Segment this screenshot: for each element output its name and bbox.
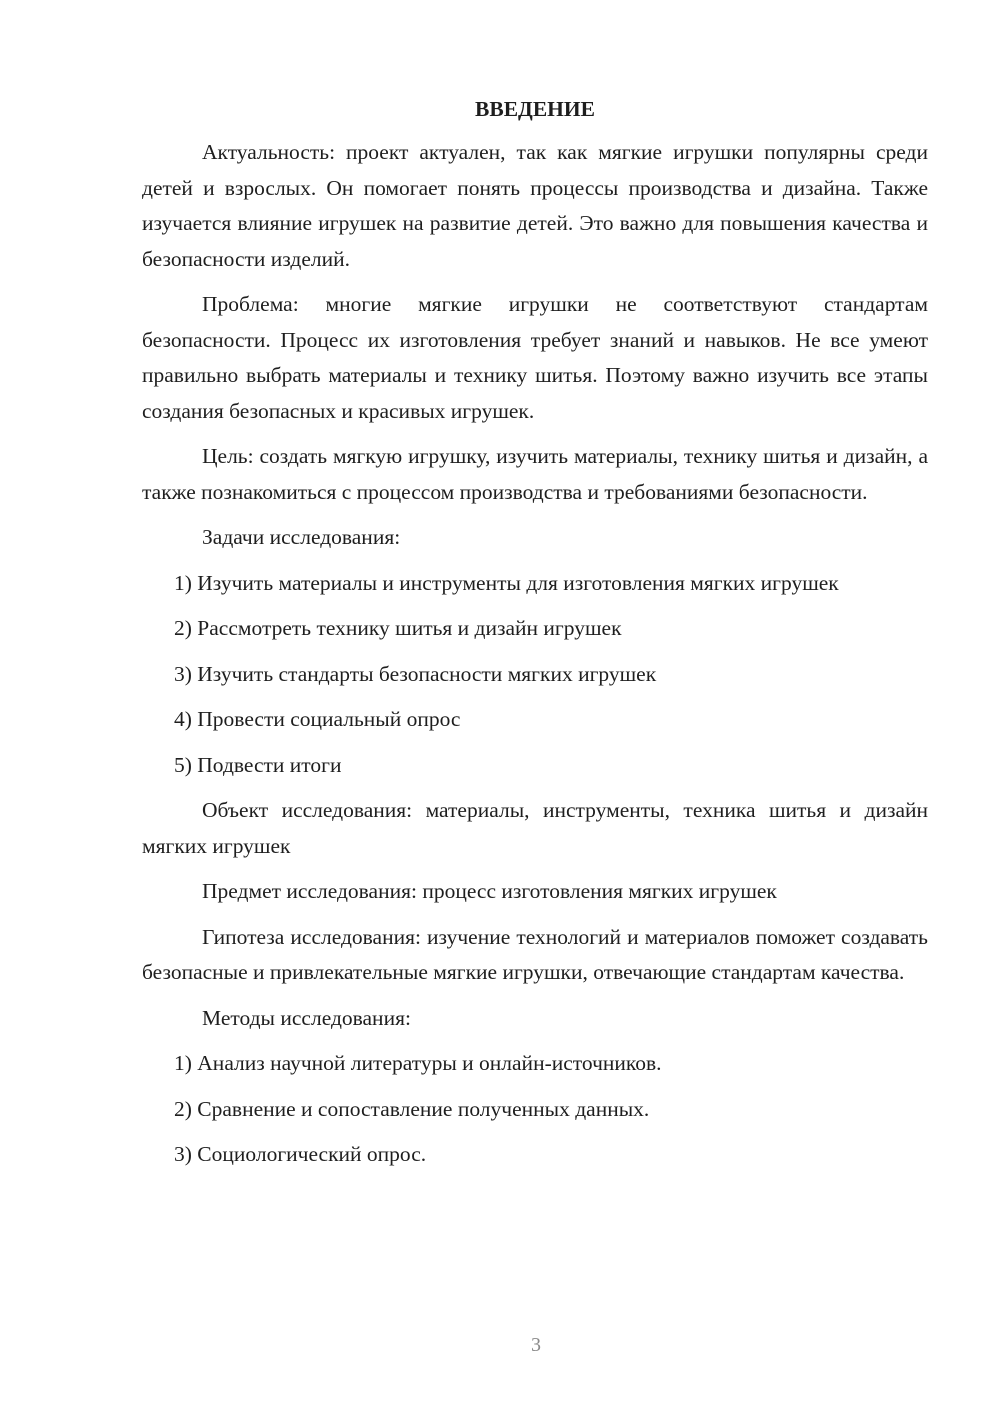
methods-heading: Методы исследования: (202, 1005, 411, 1030)
task-item: 2) Рассмотреть технику шитья и дизайн игрушек (174, 616, 622, 640)
method-item: 3) Социологический опрос. (174, 1142, 427, 1166)
method-item: 1) Анализ научной литературы и онлайн-источников. (174, 1051, 662, 1075)
method-item: 2) Сравнение и сопоставление полученных данных. (174, 1096, 650, 1121)
goal-paragraph: Цель: создать мягкую игрушку, изучить материалы, технику шитья и дизайн, а также познакомиться с процессом производства и требованиями безопасности. (142, 444, 928, 504)
task-item: 5) Подвести итоги (174, 752, 342, 777)
task-item: 3) Изучить стандарты безопасности мягких игрушек (174, 661, 657, 686)
object-paragraph: Объект исследования: материалы, инструменты, техника шитья и дизайн мягких игрушек (142, 798, 928, 858)
relevance-paragraph: Актуальность: проект актуален, так как мягкие игрушки популярны среди детей и взрослых. Он помогает понять процессы производства и дизайна. Также изучается влияние игрушек на развитие детей. Это важно для повышения качества и безопасности изделий. (142, 140, 928, 271)
task-item: 1) Изучить материалы и инструменты для изготовления мягких игрушек (174, 570, 839, 595)
problem-paragraph: Проблема: многие мягкие игрушки не соответствуют стандартам безопасности. Процесс их изготовления требует знаний и навыков. Не все умеют правильно выбрать материалы и технику шитья. Поэтому важно изучить все этапы создания безопасных и красивых игрушек. (142, 292, 928, 423)
document-page (142, 92, 928, 1183)
task-item: 4) Провести социальный опрос (174, 707, 461, 731)
subject-paragraph: Предмет исследования: процесс изготовления мягких игрушек (202, 879, 777, 903)
tasks-heading: Задачи исследования: (202, 525, 401, 549)
page-number: 3 (531, 1334, 541, 1356)
hypothesis-paragraph: Гипотеза исследования: изучение технологий и материалов поможет создавать безопасные и привлекательные мягкие игрушки, отвечающие стандартам качества. (142, 924, 928, 984)
page-title: ВВЕДЕНИЕ (475, 97, 595, 121)
